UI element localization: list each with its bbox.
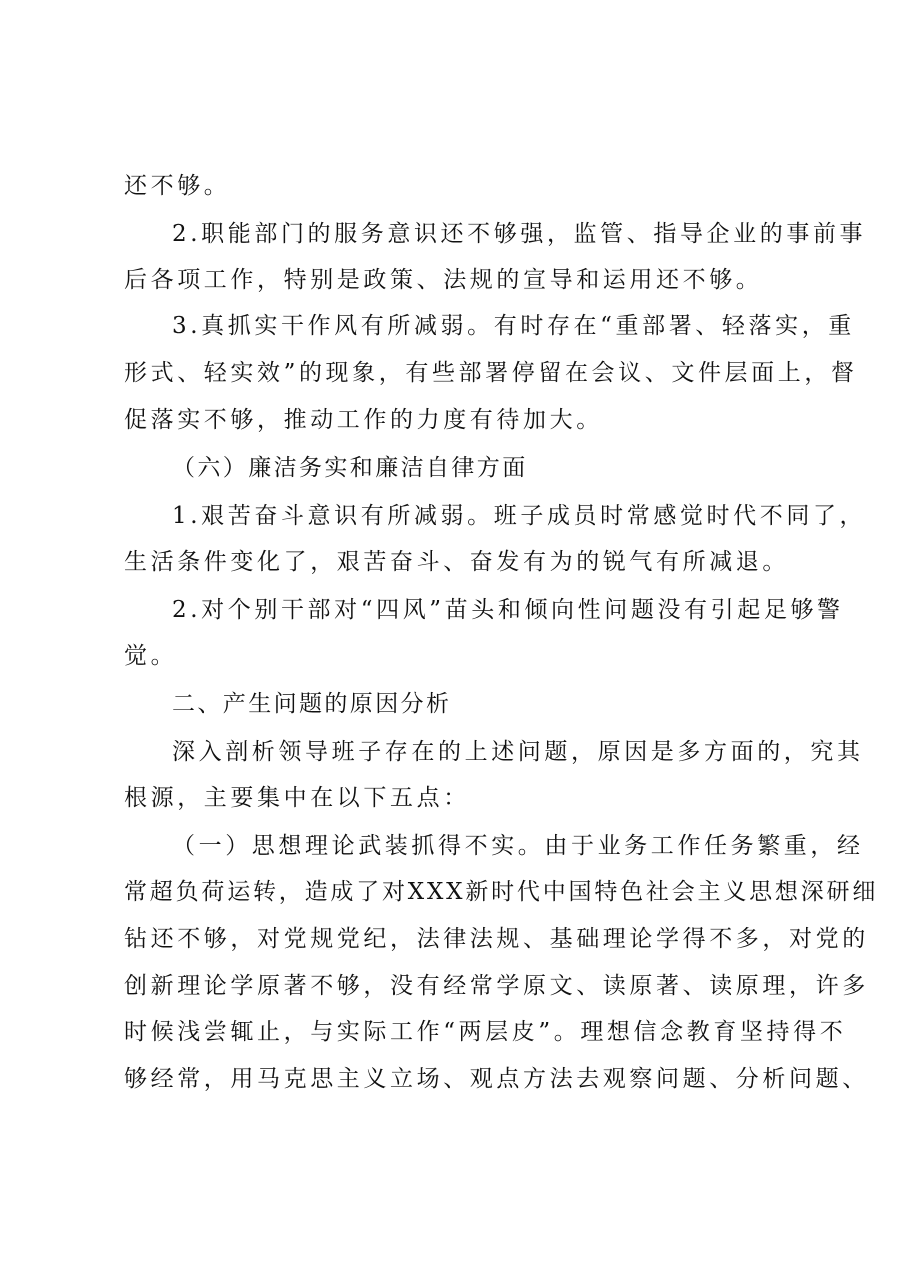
text-line: 根源，主要集中在以下五点： [124, 785, 470, 811]
text-line: 深入剖析领导班子存在的上述问题，原因是多方面的，究其 [172, 739, 864, 765]
text-line: 还不够。 [124, 173, 231, 199]
text-line: 3.真抓实干作风有所减弱。有时存在“重部署、轻落实，重 [172, 313, 855, 339]
text-line: 觉。 [124, 643, 178, 669]
text-line: 后各项工作，特别是政策、法规的宣导和运用还不够。 [124, 267, 763, 293]
text-line: 1.艰苦奋斗意识有所减弱。班子成员时常感觉时代不同了， [172, 503, 867, 529]
text-line: 够经常，用马克思主义立场、观点方法去观察问题、分析问题、 [124, 1066, 869, 1092]
text-line: 钻还不够，对党规党纪，法律法规、基础理论学得不多，对党的 [124, 926, 869, 952]
text-line: 促落实不够，推动工作的力度有待加大。 [124, 407, 603, 433]
text-line: （一）思想理论武装抓得不实。由于业务工作任务繁重，经 [172, 833, 864, 859]
text-line: 2.对个别干部对“四风”苗头和倾向性问题没有引起足够警 [172, 597, 844, 623]
section-heading: （六）廉洁务实和廉洁自律方面 [172, 455, 528, 481]
text-line: 2.职能部门的服务意识还不够强，监管、指导企业的事前事 [172, 221, 867, 247]
text-line: 生活条件变化了，艰苦奋斗、奋发有为的锐气有所减退。 [124, 549, 789, 575]
section-heading: 二、产生问题的原因分析 [172, 691, 452, 717]
text-line: 时候浅尝辄止，与实际工作“两层皮”。理想信念教育坚持得不 [124, 1019, 847, 1045]
text-line: 形式、轻实效”的现象，有些部署停留在会议、文件层面上，督 [124, 360, 858, 386]
text-line: 常超负荷运转，造成了对XXX新时代中国特色社会主义思想深研细 [124, 879, 879, 905]
text-line: 创新理论学原著不够，没有经常学原文、读原著、读原理，许多 [124, 973, 869, 999]
